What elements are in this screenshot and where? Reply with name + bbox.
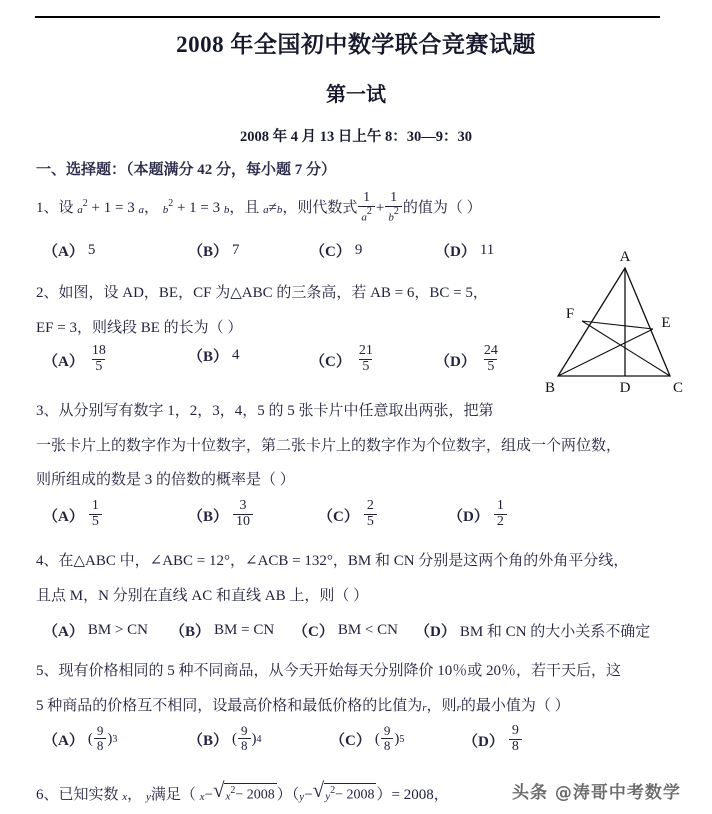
question-5-number: 5、 <box>36 663 59 679</box>
q5-opt-b-den: 8 <box>238 738 251 753</box>
q3-option-d-label: （D） <box>448 508 489 525</box>
q6-sqrt-1 <box>212 778 277 804</box>
q6-radicand-2 <box>324 783 376 804</box>
q1-var-a3: a <box>263 203 269 216</box>
question-4-options <box>0 620 712 658</box>
q1-exp-1: 2 <box>82 197 88 209</box>
vertex-label-a: A <box>619 249 631 265</box>
q5-opt-a-lparen: ( <box>87 730 93 747</box>
q3-option-a-label: （A） <box>43 508 84 525</box>
point-label-f: F <box>565 306 575 322</box>
q3-text-line3: 则所组成的数是 3 的倍数的概率是（ ） <box>36 472 295 488</box>
q5-option-c[interactable] <box>330 725 404 753</box>
q1-frac-1 <box>358 191 375 224</box>
q3-opt-a-den: 5 <box>89 514 102 530</box>
q1-neq: ≠ <box>268 199 277 216</box>
q5-option-a-label: （A） <box>43 732 84 749</box>
q1-text-c: ， <box>143 199 159 216</box>
question-4-number: 4、 <box>36 553 59 569</box>
q5-opt-b-exp: 4 <box>256 733 262 745</box>
q1-option-d[interactable] <box>435 240 494 261</box>
q3-option-d-fraction <box>494 499 507 529</box>
q6-var-x1: x <box>122 790 128 803</box>
q4-option-a[interactable] <box>43 620 148 641</box>
triangle-svg <box>540 245 710 397</box>
q1-option-d-value: 11 <box>479 242 495 258</box>
q1-option-b-value: 7 <box>232 242 240 258</box>
q1-frac1-den-var: a <box>361 211 367 224</box>
question-5-line-1 <box>36 663 621 680</box>
q6-var-y2: y <box>299 790 305 803</box>
q4-option-c-label: （C） <box>293 624 334 640</box>
q6-minus-2: − <box>304 786 313 803</box>
q5-text-line1: 现有价格相同的 5 种不同商品，从今天开始每天分别降价 10％或 20％，若干天后，这 <box>58 663 622 679</box>
q6-sqrt-2 <box>312 778 377 804</box>
q2-opt-c-den: 5 <box>359 359 372 375</box>
q2-option-d-fraction <box>481 344 501 374</box>
q2-option-c[interactable] <box>310 345 377 375</box>
q6-radicand2-exp: 2 <box>330 785 336 796</box>
q3-option-b-label: （B） <box>188 508 229 525</box>
q2-opt-a-den: 5 <box>92 359 105 375</box>
q1-frac1-den <box>358 206 375 224</box>
q2-opt-d-den: 5 <box>484 359 497 375</box>
q2-option-b-value: 4 <box>232 347 240 363</box>
q3-opt-c-den: 5 <box>364 514 377 530</box>
q1-option-a-value: 5 <box>87 242 96 258</box>
q1-frac2-den <box>385 206 402 224</box>
q1-frac1-den-exp: 2 <box>366 205 372 217</box>
q2-opt-c-num: 21 <box>358 343 373 358</box>
q2-option-d-label: （D） <box>435 353 476 370</box>
q1-var-a1: a <box>77 203 83 216</box>
q2-option-b-label: （B） <box>188 349 229 365</box>
q5-opt-a-rparen: ) <box>107 730 113 747</box>
q1-var-a2: a <box>138 203 144 216</box>
q5-opt-d-num: 9 <box>511 723 519 738</box>
question-3-line-3 <box>36 472 295 489</box>
q1-frac1-num: 1 <box>363 190 371 205</box>
q2-option-d[interactable] <box>435 345 502 375</box>
q2-option-a[interactable] <box>43 345 110 375</box>
q3-text-line2: 一张卡片上的数字作为十位数字，第二张卡片上的数字作为个位数字，组成一个两位数， <box>36 438 622 454</box>
q4-option-b-value: BM = CN <box>214 622 275 638</box>
q5-opt-b-rparen: ) <box>251 730 257 747</box>
q1-text-a: 设 <box>58 199 74 216</box>
q6-radicand1-var: x <box>225 790 231 803</box>
q6-radicand2-var: y <box>325 790 331 803</box>
vertex-label-c: C <box>672 380 684 396</box>
q6-radicand-1 <box>224 783 276 804</box>
q6-radical-sign-1: √ <box>212 778 225 802</box>
q5-text-line2c: 的最小值为（ ） <box>460 698 570 714</box>
q1-option-b[interactable] <box>188 240 240 261</box>
q2-option-a-label: （A） <box>43 353 84 370</box>
q5-opt-a-num: 9 <box>96 723 104 738</box>
q5-opt-c-rparen: ) <box>394 730 400 747</box>
q5-option-c-expr <box>375 725 405 753</box>
q3-option-b[interactable] <box>188 500 254 530</box>
q3-option-c-label: （C） <box>318 508 359 525</box>
vertex-label-b: B <box>544 380 556 396</box>
q5-opt-b-lparen: ( <box>232 730 238 747</box>
q6-var-y1: y <box>145 790 151 803</box>
q6-radical-sign-2: √ <box>312 778 325 802</box>
q3-opt-b-den: 10 <box>233 514 253 530</box>
q1-text-d: ，且 <box>229 199 260 216</box>
q1-text-g: 的值为（ ） <box>402 199 482 216</box>
q6-radicand1-exp: 2 <box>230 785 236 796</box>
q5-opt-c-lparen: ( <box>374 730 380 747</box>
question-4-line-2 <box>36 588 368 605</box>
q4-option-b-label: （B） <box>170 624 211 640</box>
question-6-number: 6、 <box>36 786 59 803</box>
q5-opt-c-exp: 5 <box>399 733 405 745</box>
q1-frac-2 <box>385 191 402 224</box>
q5-opt-c-num: 9 <box>383 723 391 738</box>
q1-frac2-num: 1 <box>390 190 398 205</box>
q6-text-f: ）= 2008， <box>376 786 449 803</box>
q3-opt-c-num: 2 <box>366 498 374 513</box>
q3-option-b-fraction <box>233 499 253 529</box>
question-6-line-1 <box>36 778 449 806</box>
point-label-d: D <box>619 380 631 396</box>
q2-option-c-label: （C） <box>310 353 351 370</box>
q1-var-b3: b <box>276 203 283 216</box>
q2-opt-d-num: 24 <box>483 343 498 358</box>
question-5-options <box>0 725 712 763</box>
q1-exp-2: 2 <box>168 197 174 209</box>
q4-option-b[interactable] <box>170 620 274 641</box>
q5-var-r1: r <box>422 702 427 714</box>
watermark-text: 头条 @涛哥中考数学 <box>512 783 681 803</box>
q5-opt-c-den: 8 <box>381 738 394 753</box>
q5-option-b-label: （B） <box>188 732 229 749</box>
q5-option-a[interactable] <box>43 725 117 753</box>
q2-opt-a-num: 18 <box>91 343 106 358</box>
q1-option-d-label: （D） <box>435 244 476 260</box>
q5-opt-b-num: 9 <box>241 723 248 738</box>
question-3-line-1 <box>36 403 494 420</box>
q4-text-line2: 且点 M，N 分别在直线 AC 和直线 AB 上，则（ ） <box>36 588 369 604</box>
q3-opt-a-num: 1 <box>91 498 99 513</box>
q4-option-a-label: （A） <box>43 624 84 640</box>
point-label-e: E <box>661 315 671 331</box>
q5-option-c-label: （C） <box>330 732 371 749</box>
exam-datetime: 2008 年 4 月 13 日上午 8：30—9：30 <box>240 129 472 145</box>
q1-frac2-den-var: b <box>388 211 394 224</box>
q5-opt-a-fraction <box>94 724 107 752</box>
header-divider-rule <box>35 16 660 18</box>
q6-text-e: ）（ <box>276 786 300 803</box>
q5-text-line2b: ，则 <box>426 698 457 714</box>
q1-option-a[interactable] <box>43 240 95 261</box>
q6-minus-1: − <box>204 786 213 803</box>
q4-option-c[interactable] <box>293 620 398 641</box>
q2-option-b[interactable] <box>188 345 240 366</box>
q3-option-a-fraction <box>89 499 102 529</box>
q3-option-c[interactable] <box>318 500 378 530</box>
q4-option-c-value: BM < CN <box>337 622 398 638</box>
q6-radicand1-rest: − 2008 <box>235 787 275 803</box>
q5-opt-a-den: 8 <box>94 738 107 753</box>
q1-option-c-value: 9 <box>354 242 363 258</box>
q3-text-line1: 从分别写有数字 1，2，3，4，5 的 5 张卡片中任意取出两张，把第 <box>58 403 494 419</box>
question-2-line-2 <box>36 320 242 337</box>
question-2-line-1 <box>36 285 488 302</box>
question-3-line-2 <box>36 438 621 455</box>
q5-opt-a-exp: 3 <box>112 733 118 745</box>
q4-option-d-value: BM 和 CN 的大小关系不确定 <box>459 624 651 640</box>
q6-text-a: 已知实数 <box>58 786 119 803</box>
q5-opt-b-fraction <box>238 724 251 752</box>
section-heading-multiple-choice: 一、选择题：（本题满分 42 分，每小题 7 分） <box>36 162 337 178</box>
q6-text-c: 满足（ <box>150 786 196 803</box>
triangle-abc-outline <box>558 268 670 376</box>
q4-option-a-value: BM > CN <box>87 622 148 638</box>
q3-opt-b-num: 3 <box>239 498 247 513</box>
q3-option-a[interactable] <box>43 500 103 530</box>
question-1-line-1 <box>36 192 482 225</box>
q1-option-a-label: （A） <box>43 244 84 260</box>
q5-option-a-expr <box>88 725 118 753</box>
altitude-cf-line <box>582 321 670 376</box>
q4-option-d-label: （D） <box>415 624 456 640</box>
question-4-line-1 <box>36 553 628 570</box>
q5-text-line2a: 5 种商品的价格互不相同，设最高价格和最低价格的比值为 <box>36 698 423 714</box>
q1-var-b1: b <box>162 203 169 216</box>
q4-option-d[interactable] <box>415 620 650 641</box>
q2-text-line1: 如图，设 AD，BE，CF 为△ABC 的三条高，若 AB = 6，BC = 5， <box>58 285 488 301</box>
q5-option-d-label: （D） <box>463 733 504 750</box>
question-2-number: 2、 <box>36 285 59 301</box>
q5-option-b-expr <box>232 725 262 753</box>
q1-text-f: ，则代数式 <box>282 199 358 216</box>
q1-text-b2: + 1 = 3 <box>176 199 221 216</box>
q3-opt-d-den: 2 <box>494 514 507 530</box>
q1-option-c-label: （C） <box>310 244 351 260</box>
q6-var-x2: x <box>199 790 205 803</box>
q2-option-c-fraction <box>356 344 376 374</box>
q1-option-b-label: （B） <box>188 244 229 260</box>
triangle-altitudes-diagram <box>540 245 710 397</box>
q1-plus: + <box>375 199 385 216</box>
q2-text-line2: EF = 3，则线段 BE 的长为（ ） <box>36 320 243 336</box>
q6-text-b: ， <box>127 786 143 803</box>
q3-option-c-fraction <box>364 499 377 529</box>
q3-option-d[interactable] <box>448 500 508 530</box>
page-title: 2008 年全国初中数学联合竞赛试题 <box>176 32 536 57</box>
q1-var-b2: b <box>223 203 230 216</box>
q5-option-b[interactable] <box>188 725 262 753</box>
q4-text-line1: 在△ABC 中，∠ABC = 12°，∠ACB = 132°，BM 和 CN 分别是这两个角的外角平分线， <box>58 553 629 569</box>
q1-text-b: + 1 = 3 <box>91 199 135 216</box>
q1-option-c[interactable] <box>310 240 362 261</box>
q5-option-d-fraction <box>509 724 522 754</box>
paper-subtitle: 第一试 <box>326 84 386 106</box>
question-5-line-2 <box>36 698 570 715</box>
q3-opt-d-num: 1 <box>496 498 504 513</box>
q6-radicand2-rest: − 2008 <box>335 787 375 803</box>
q1-frac2-den-exp: 2 <box>393 205 399 217</box>
q5-opt-c-fraction <box>381 724 394 752</box>
q5-var-r2: r <box>456 702 461 714</box>
q5-option-d[interactable] <box>463 725 523 755</box>
question-3-number: 3、 <box>36 403 59 419</box>
question-1-number: 1、 <box>36 199 59 216</box>
q2-option-a-fraction <box>89 344 109 374</box>
q5-opt-d-den: 8 <box>509 739 522 755</box>
question-3-options <box>0 500 712 538</box>
